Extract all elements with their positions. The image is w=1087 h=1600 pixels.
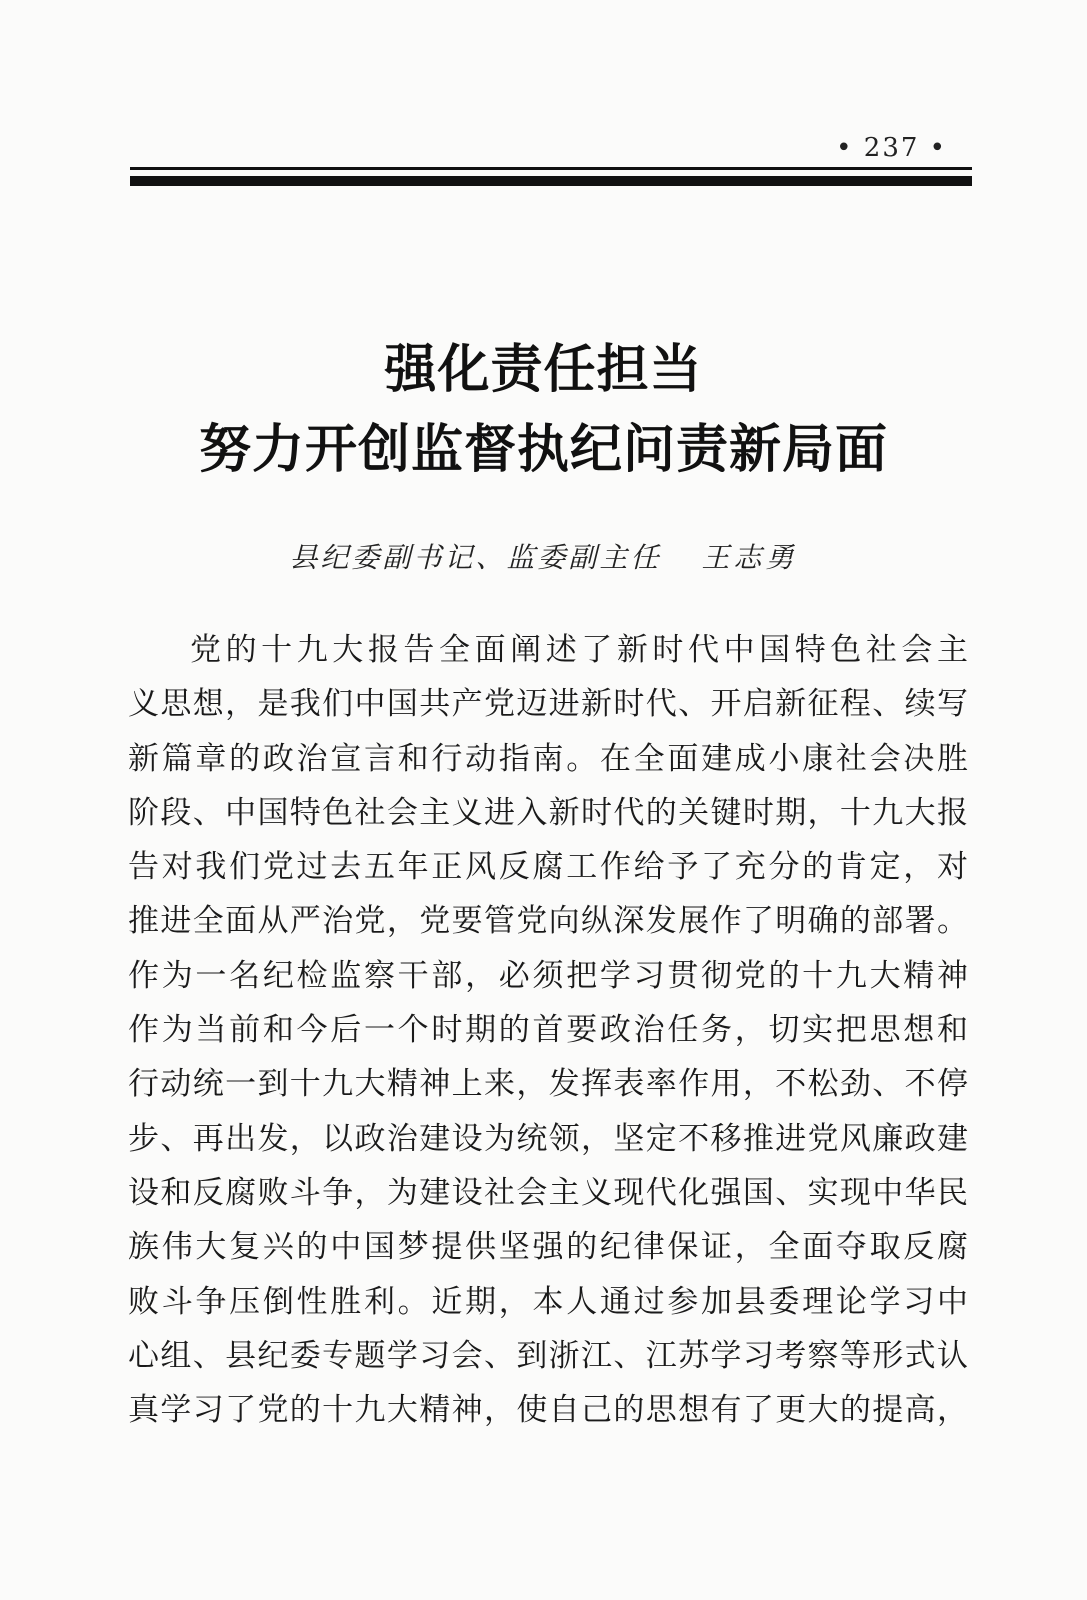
text-line: 作为当前和今后一个时期的首要政治任务，切实把思想和: [128, 1012, 968, 1049]
header-rule-thin: [130, 167, 972, 170]
text-line: 真学习了党的十九大精神，使自己的思想有了更大的提高，: [128, 1392, 968, 1429]
body-paragraph: [128, 623, 968, 1437]
text-line: 败斗争压倒性胜利。近期，本人通过参加县委理论学习中: [128, 1283, 968, 1320]
author-name: 王志勇: [701, 541, 798, 574]
title-line-1: 强化责任担当: [384, 340, 703, 400]
article-title: [0, 330, 1087, 490]
title-line-2: 努力开创监督执纪问责新局面: [198, 420, 888, 480]
header-rule-thick: [130, 176, 972, 186]
page-number: • 237 •: [836, 133, 947, 163]
text-line: 党的十九大报告全面阐述了新时代中国特色社会主: [190, 632, 968, 668]
text-line: 义思想，是我们中国共产党迈进新时代、开启新征程、续写: [128, 686, 968, 723]
text-line: 行动统一到十九大精神上来，发挥表率作用，不松劲、不停: [128, 1066, 968, 1103]
author-byline: [0, 536, 1087, 576]
text-line: 作为一名纪检监察干部，必须把学习贯彻党的十九大精神: [128, 957, 968, 994]
text-line: 推进全面从严治党，党要管党向纵深发展作了明确的部署。: [128, 903, 968, 940]
text-line: 设和反腐败斗争，为建设社会主义现代化强国、实现中华民: [128, 1174, 968, 1211]
text-line: 告对我们党过去五年正风反腐工作给予了充分的肯定，对: [128, 849, 968, 886]
text-line: 新篇章的政治宣言和行动指南。在全面建成小康社会决胜: [128, 740, 968, 777]
text-line: 阶段、中国特色社会主义进入新时代的关键时期，十九大报: [128, 794, 968, 831]
text-line: 族伟大复兴的中国梦提供坚强的纪律保证，全面夺取反腐: [128, 1229, 968, 1266]
text-line: 步、再出发，以政治建设为统领，坚定不移推进党风廉政建: [128, 1120, 968, 1157]
author-role: 县纪委副书记、监委副主任: [289, 541, 662, 574]
text-line: 心组、县纪委专题学习会、到浙江、江苏学习考察等形式认: [128, 1337, 968, 1374]
